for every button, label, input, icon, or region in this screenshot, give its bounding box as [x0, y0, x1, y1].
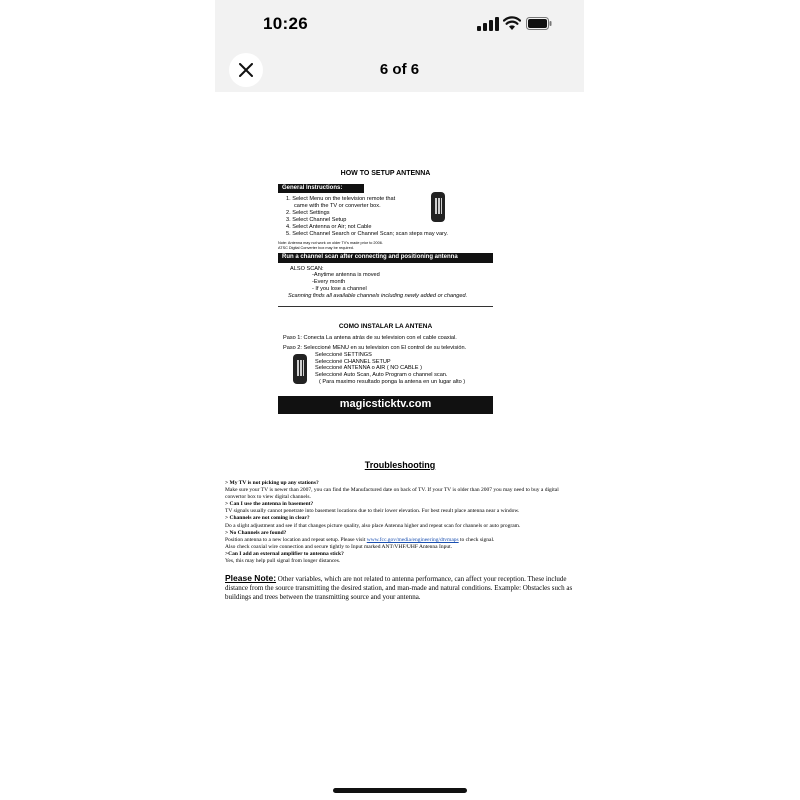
faq-question: >Can I add an external amplifier to antenna stick? [225, 551, 344, 558]
wifi-icon [503, 16, 521, 31]
faq-question: > Channels are not coming in clear? [225, 515, 310, 522]
step-line: 5. Select Channel Search or Channel Scan; scan steps may vary. [286, 231, 448, 238]
setup-title: HOW TO SETUP ANTENNA [340, 170, 431, 177]
also-scan-label: ALSO SCAN: [290, 265, 324, 272]
spanish-step: Seleccioné ANTENNA o AIR ( NO CABLE ) [315, 365, 422, 372]
scan-item: - If you lose a channel [312, 286, 367, 293]
scan-header: Run a channel scan after connecting and positioning antenna [278, 253, 493, 263]
troubleshooting-section [225, 460, 575, 602]
remote-control-icon [431, 192, 445, 222]
step-line: 4. Select Antenna or Air; not Cable [286, 224, 372, 231]
spanish-step: Seleccioné SETTINGS [315, 351, 372, 358]
step-line: 2. Select Settings [286, 210, 330, 217]
scan-item: -Every month [312, 279, 346, 286]
spanish-step: Seleccioné Auto Scan, Auto Program o channel scan. [315, 372, 448, 379]
faq-answer: Also check coaxial wire connection and secure tightly to Input marked ANT/VHF/UHF Antenna Input. [225, 543, 452, 550]
scan-list [278, 266, 493, 301]
remote-control-icon [293, 354, 307, 384]
status-time: 10:26 [263, 14, 308, 33]
divider [278, 306, 493, 307]
spanish-step: Seleccioné CHANNEL SETUP [315, 358, 391, 365]
troubleshooting-title: Troubleshooting [364, 460, 436, 470]
general-instructions-header: General Instructions: [278, 184, 364, 194]
antenna-setup-section [278, 170, 493, 414]
fcc-link[interactable]: www.fcc.gov/media/engineering/dtvmaps [366, 536, 459, 543]
faq-question: > My TV is not picking up any stations? [225, 479, 319, 486]
please-note-text: Other variables, which are not related to antenna performance, can affect your reception. These include distance from the source transmitting the desired station, and man-made and natural conditions. Example: Obstacles such as buildings and trees between the transmitting source and your antenna. [225, 575, 573, 601]
step-line: 1. Select Menu on the television remote that [286, 196, 396, 203]
spanish-step: ( Para maximo resultado ponga la antena en un lugar alto ) [319, 379, 466, 386]
paso-2: Paso 2: Seleccioné MENU en su television con El control de su televisión. [283, 344, 467, 351]
paso-1: Paso 1: Conecta La antena atrás de su television con el cable coaxial. [283, 334, 457, 341]
website-banner: magicsticktv.com [278, 396, 493, 414]
battery-icon [526, 17, 552, 30]
faq-answer: Do a slight adjustment and see if that changes picture quality, also place Antenna higher and repeat scan for channels or auto program. [225, 522, 521, 529]
spanish-title: COMO INSTALAR LA ANTENA [338, 323, 433, 331]
faq-question: > No Channels are found? [225, 529, 287, 536]
antenna-note [278, 241, 493, 251]
faq-answer: Position antenna to a new location and repeat setup. Please visit www.fcc.gov/media/engineering/dtvmaps to check signal. [225, 536, 495, 543]
faq-answer: Yes, this may help pull signal from longer distances. [225, 558, 341, 565]
phone-screen [215, 0, 584, 800]
home-indicator[interactable] [333, 788, 467, 793]
please-note-label: Please Note: [225, 573, 277, 584]
step-line: 3. Select Channel Setup [286, 217, 347, 224]
page-counter: 6 of 6 [379, 61, 420, 78]
faq-answer: TV signals usually cannot penetrate into basement locations due to their lower elevation. For best result place antenna near a window. [225, 508, 520, 515]
scan-item: -Anytime antenna is moved [312, 272, 380, 279]
step-line: came with the TV or converter box. [294, 203, 381, 210]
please-note [225, 573, 575, 601]
cellular-signal-icon [477, 17, 499, 31]
spanish-steps [278, 352, 493, 387]
note-line: ATSC Digital Converter box may be required. [278, 246, 354, 251]
note-line: Note: Antenna may not work on older TV's made prior to 2006. [278, 241, 383, 246]
setup-steps [278, 196, 493, 238]
scan-note: Scanning finds all available channels including newly added or changed. [288, 293, 468, 300]
faq-question: > Can I use the antenna in basement? [225, 501, 314, 508]
spanish-section [278, 323, 493, 386]
viewer-header [215, 50, 584, 92]
faq-answer: Make sure your TV is newer than 2007, you can find the Manufactured date on back of TV. If your TV is older than 2007 you may need to buy a digital convertor box to view digital channels. [225, 486, 559, 500]
status-bar [215, 0, 584, 50]
document-page [215, 92, 584, 800]
